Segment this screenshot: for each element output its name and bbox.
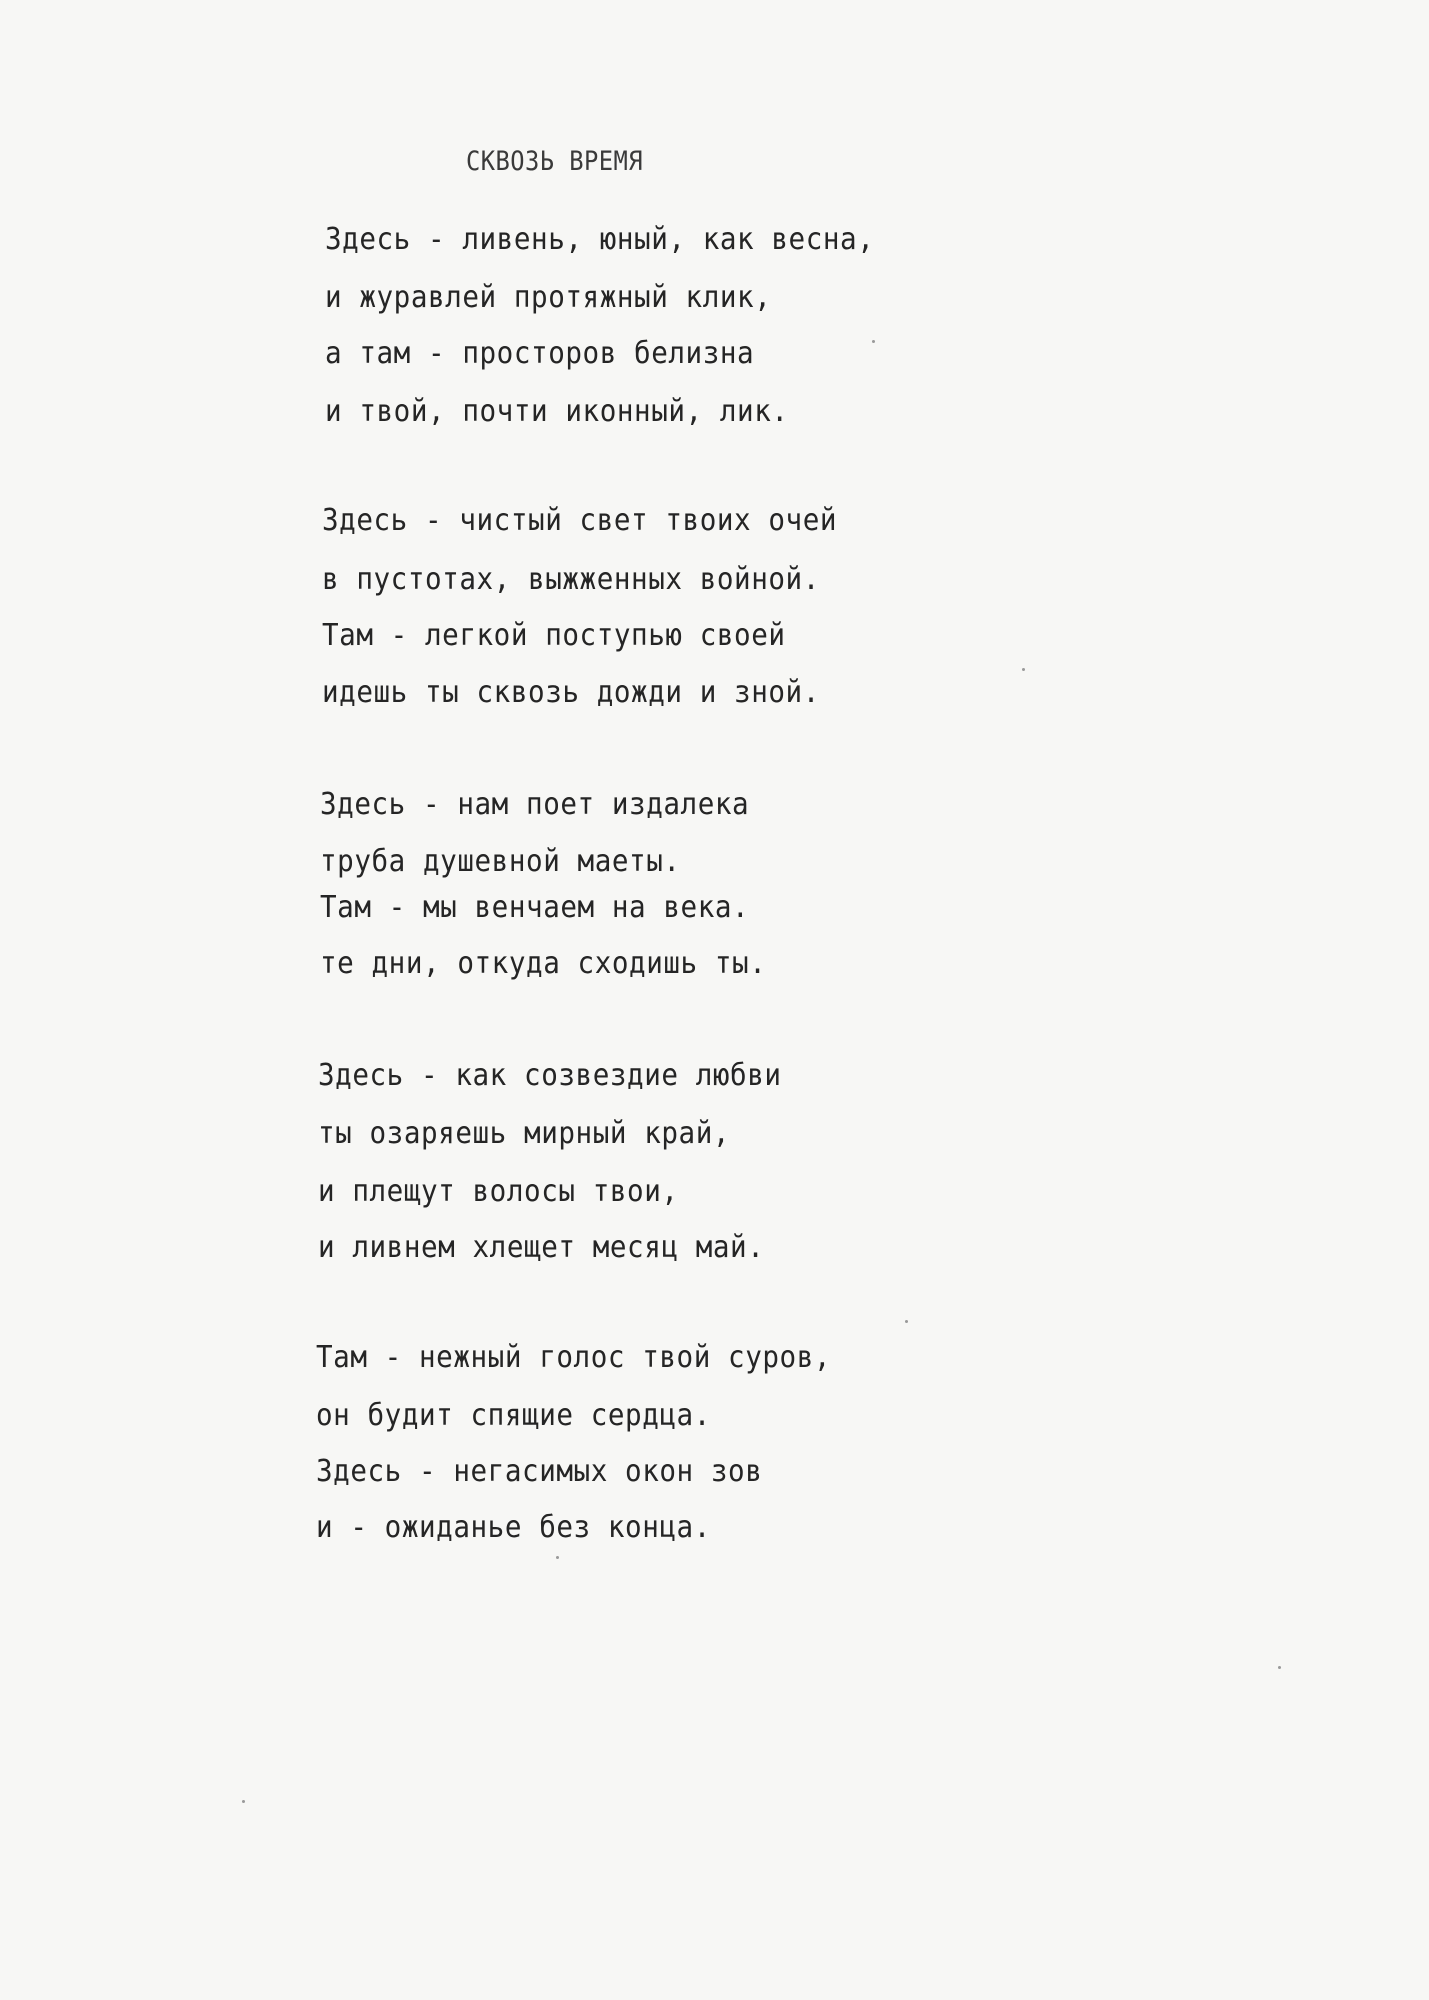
poem-line: и плещут волосы твои,: [318, 1174, 679, 1209]
poem-title: СКВОЗЬ ВРЕМЯ: [466, 146, 643, 177]
poem-line: Здесь - ливень, юный, как весна,: [325, 222, 875, 257]
poem-line: он будит спящие сердца.: [316, 1398, 711, 1433]
poem-line: Здесь - как созвездие любви: [318, 1058, 782, 1093]
poem-line: в пустотах, выжженных войной.: [322, 562, 820, 597]
paper-speck: [872, 340, 875, 343]
poem-line: Здесь - чистый свет твоих очей: [322, 503, 838, 538]
poem-line: Там - нежный голос твой суров,: [316, 1340, 832, 1375]
paper-speck: [556, 1556, 559, 1559]
paper-speck: [905, 1320, 908, 1323]
poem-line: и - ожиданье без конца.: [316, 1510, 711, 1545]
paper-speck: [1022, 668, 1025, 671]
poem-line: труба душевной маеты.: [320, 844, 681, 879]
poem-line: и журавлей протяжный клик,: [325, 280, 772, 315]
poem-line: и ливнем хлещет месяц май.: [318, 1230, 765, 1265]
poem-line: Здесь - нам поет издалека: [320, 787, 750, 822]
poem-line: Там - легкой поступью своей: [322, 618, 786, 653]
poem-line: Здесь - негасимых окон зов: [316, 1454, 763, 1489]
poem-line: и твой, почти иконный, лик.: [325, 394, 789, 429]
paper-speck: [1278, 1666, 1281, 1669]
poem-line: ты озаряешь мирный край,: [318, 1116, 731, 1151]
poem-line: те дни, откуда сходишь ты.: [320, 946, 767, 981]
paper-speck: [242, 1800, 245, 1803]
poem-line: а там - просторов белизна: [325, 336, 755, 371]
poem-line: идешь ты сквозь дожди и зной.: [322, 675, 820, 710]
poem-line: Там - мы венчаем на века.: [320, 890, 750, 925]
